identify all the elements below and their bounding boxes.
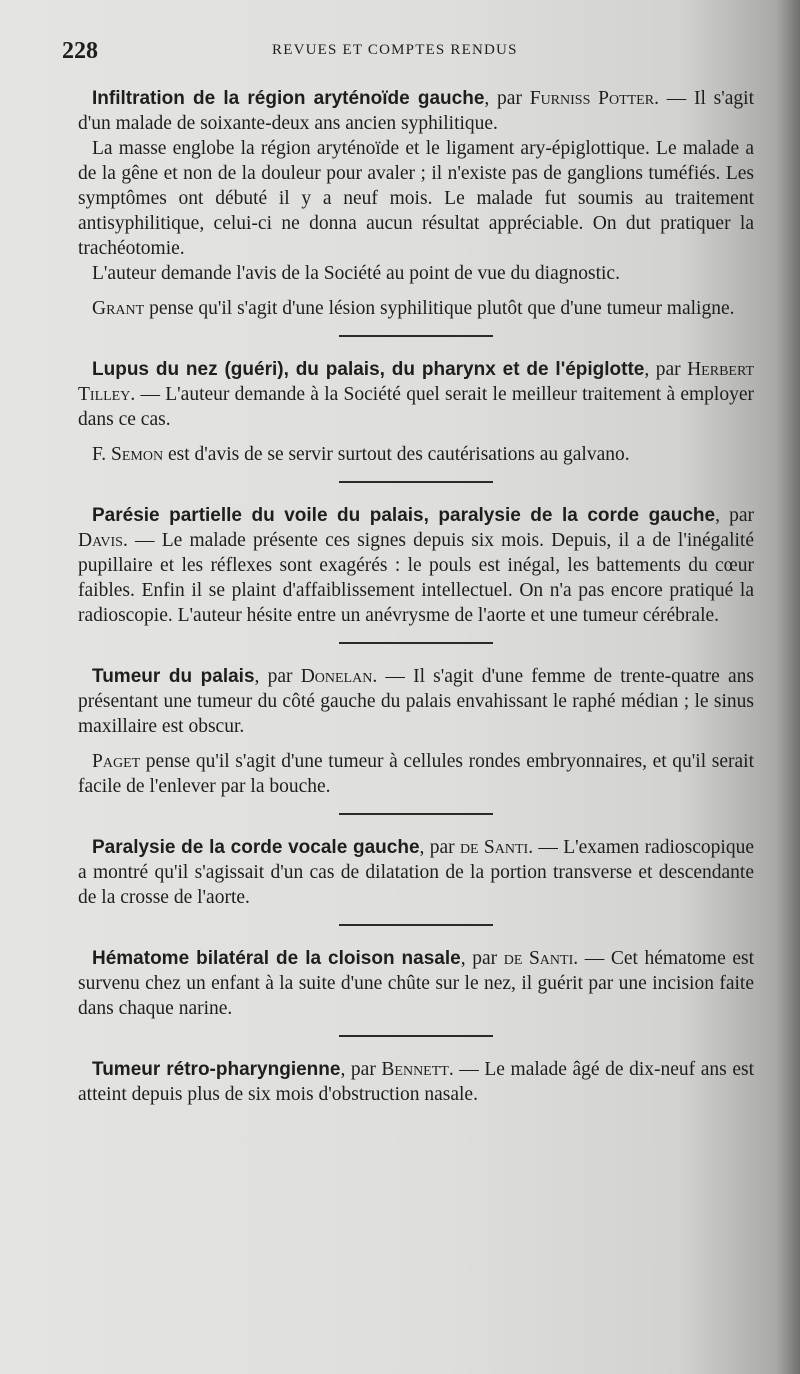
article-summary: . — Il s'agit d'une femme de trente-quatre ans présentant une tumeur du côté gauche du palais envahissant le raphé médian ; le sinus maxillaire est obscur. — [78, 666, 754, 737]
article-title: Paralysie de la corde vocale gauche — [92, 837, 420, 858]
discussion-speaker: Paget — [92, 751, 141, 772]
article-entry — [78, 835, 754, 910]
article-entry — [78, 357, 754, 467]
article-entry — [78, 86, 754, 321]
article-lead-paragraph — [78, 946, 754, 1021]
page-number: 228 — [62, 38, 98, 64]
article-entry — [78, 1057, 754, 1107]
discussion-speaker: F. Semon — [92, 444, 164, 465]
discussion-text: pense qu'il s'agit d'une lésion syphilitique plutôt que d'une tumeur maligne. — [144, 298, 735, 319]
article-author: de Santi — [459, 837, 529, 858]
article-title: Parésie partielle du voile du palais, paralysie de la corde gauche — [92, 505, 716, 526]
article-summary: . — Le malade présente ces signes depuis six mois. Depuis, il a de l'inégalité pupillaire et les réflexes sont exagérés : le pouls est inégal, les battements du cœur faibles. Enfin il se plaint d'affaiblissement intellectuel. On n'a pas encore pratiqué la radioscopie. L'auteur hésite entre un anévrysme de l'aorte et une tumeur cérébrale. — [78, 530, 754, 626]
discussion-text: pense qu'il s'agit d'une tumeur à cellules rondes embryonnaires, et qu'il serait facile de l'enlever par la bouche. — [78, 751, 754, 797]
article-lead-paragraph — [78, 664, 754, 739]
article-summary: . — L'examen radioscopique a montré qu'il s'agissait d'un cas de dilatation de la portion transverse et descendante de la crosse de l'aorte. — [78, 837, 754, 908]
author-prefix: , par — [484, 88, 530, 109]
article-author: Bennett — [381, 1059, 449, 1080]
running-head: REVUES ET COMPTES RENDUS — [272, 42, 518, 58]
article-lead-paragraph — [78, 357, 754, 432]
section-divider — [339, 813, 493, 815]
article-author: de Santi — [503, 948, 574, 969]
article-author: Furniss Potter — [529, 88, 655, 109]
article-author: Herbert Tilley — [78, 359, 755, 405]
discussion-paragraph — [78, 442, 754, 467]
article-list — [78, 86, 754, 1107]
article-entry — [78, 503, 754, 628]
article-lead-paragraph — [78, 86, 754, 136]
article-paragraph: La masse englobe la région aryténoïde et le ligament ary-épiglottique. Le malade a de la gêne et non de la douleur pour avaler ; il n'existe pas de ganglions tuméfiés. Les symptômes ont débuté il y a neuf mois. Le malade fut soumis au traitement antisyphilitique, celui-ci ne donna aucun résultat appréciable. On dut pratiquer la trachéotomie. — [78, 138, 754, 259]
article-summary: . — L'auteur demande à la Société quel serait le meilleur traitement à employer dans ce cas. — [78, 384, 754, 430]
article-summary: . — Il s'agit d'un malade de soixante-deux ans ancien syphilitique. — [78, 88, 754, 134]
article-author: Donelan — [300, 666, 373, 687]
section-divider — [339, 642, 493, 644]
author-prefix: , par — [340, 1059, 382, 1080]
article-summary: . — Le malade âgé de dix-neuf ans est atteint depuis plus de six mois d'obstruction nasale. — [78, 1059, 754, 1105]
article-lead-paragraph — [78, 835, 754, 910]
article-lead-paragraph — [78, 503, 754, 628]
article-summary: . — Cet hématome est survenu chez un enfant à la suite d'une chûte sur le nez, il guérit par une incision faite dans chaque narine. — [78, 948, 754, 1019]
article-entry — [78, 664, 754, 799]
discussion-paragraph — [78, 749, 754, 799]
article-title: Lupus du nez (guéri), du palais, du pharynx et de l'épiglotte — [92, 359, 645, 380]
author-prefix: , par — [419, 837, 460, 858]
section-divider — [339, 924, 493, 926]
article-title: Hématome bilatéral de la cloison nasale — [92, 948, 461, 969]
article-title: Tumeur du palais — [92, 666, 255, 687]
article-title: Tumeur rétro-pharyngienne — [92, 1059, 341, 1080]
author-prefix: , par — [644, 359, 688, 380]
discussion-speaker: Grant — [92, 298, 145, 319]
discussion-text: est d'avis de se servir surtout des cautérisations au galvano. — [163, 444, 630, 465]
discussion-paragraph — [78, 296, 754, 321]
section-divider — [339, 1035, 493, 1037]
section-divider — [339, 335, 493, 337]
page-header — [62, 38, 742, 66]
article-lead-paragraph — [78, 1057, 754, 1107]
section-divider — [339, 481, 493, 483]
author-prefix: , par — [715, 505, 754, 526]
article-author: Davis — [78, 530, 123, 551]
author-prefix: , par — [254, 666, 301, 687]
article-entry — [78, 946, 754, 1021]
article-paragraph: L'auteur demande l'avis de la Société au point de vue du diagnostic. — [92, 263, 620, 284]
article-title: Infiltration de la région aryténoïde gauche — [92, 88, 485, 109]
author-prefix: , par — [460, 948, 504, 969]
